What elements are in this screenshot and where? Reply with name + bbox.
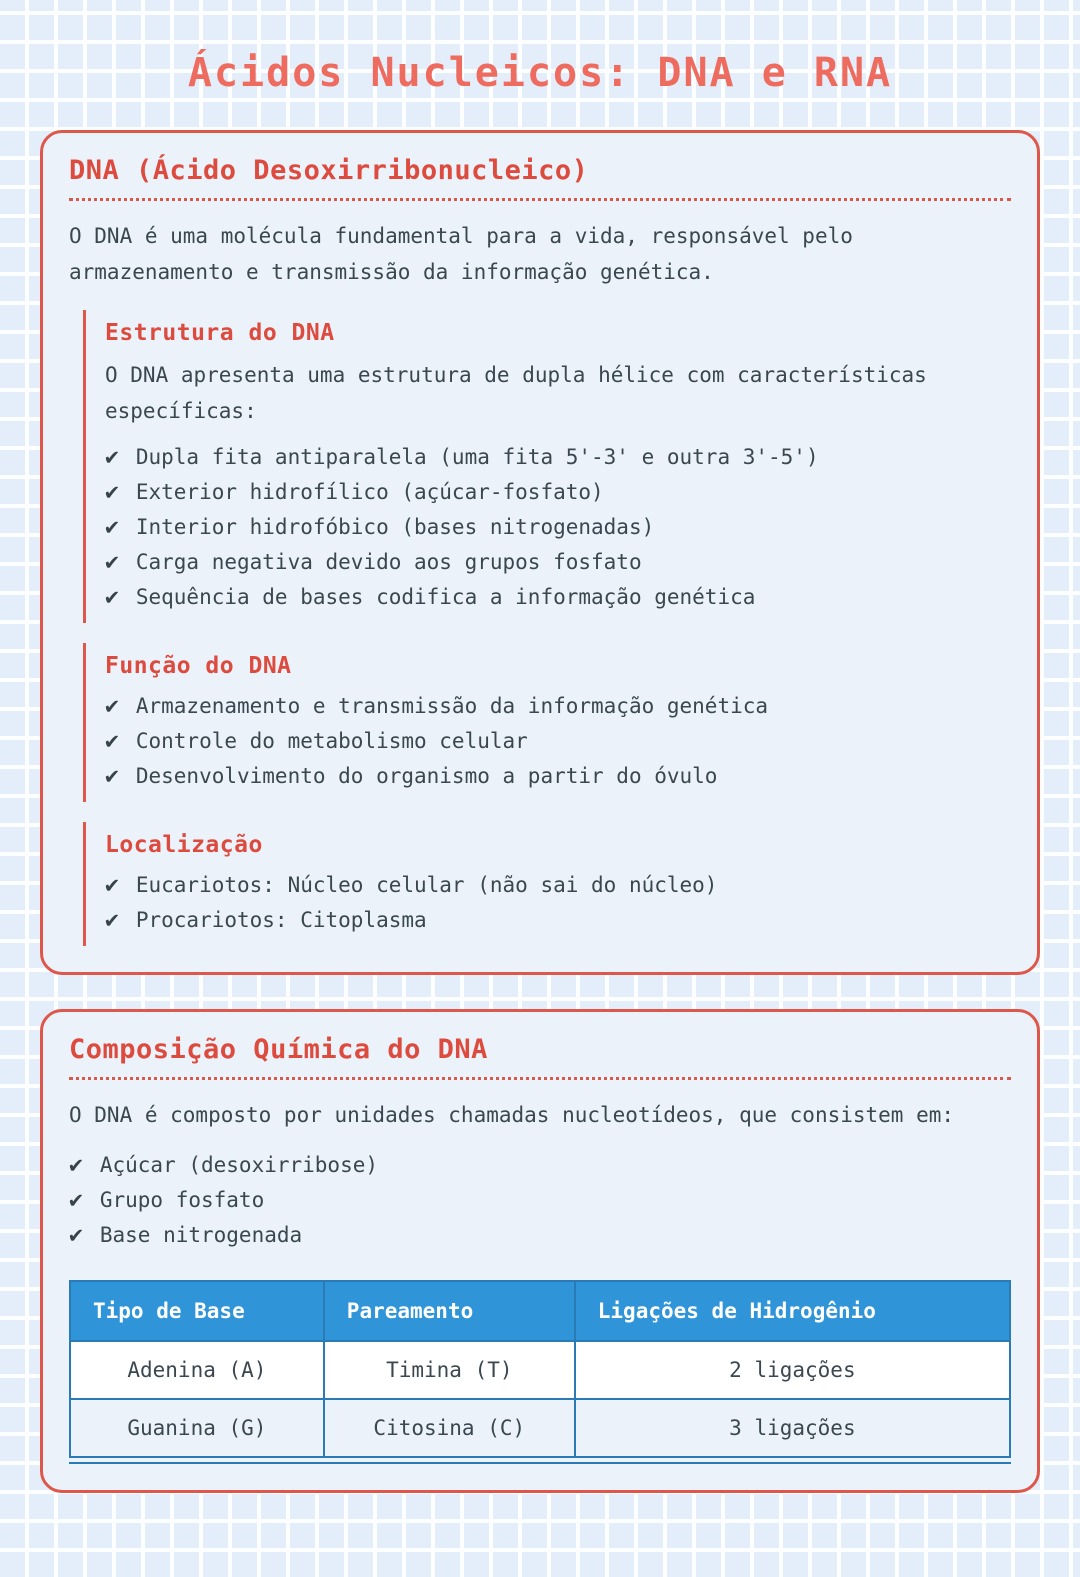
check-icon: ✔ bbox=[105, 693, 119, 720]
check-icon: ✔ bbox=[105, 444, 119, 471]
composicao-list bbox=[69, 1147, 1011, 1252]
list-item-text: Grupo fosfato bbox=[99, 1187, 265, 1212]
list-item bbox=[105, 759, 1011, 794]
subsection-estrutura bbox=[83, 310, 1011, 622]
list-item bbox=[105, 475, 1011, 510]
table-header-cell: Pareamento bbox=[324, 1281, 575, 1341]
list-item bbox=[69, 1217, 1011, 1252]
table-header-row bbox=[70, 1281, 1010, 1341]
card-dna bbox=[40, 130, 1040, 975]
page-title: Ácidos Nucleicos: DNA e RNA bbox=[187, 50, 893, 96]
list-item-text: Interior hidrofóbico (bases nitrogenadas) bbox=[135, 515, 655, 540]
list-item bbox=[105, 689, 1011, 724]
table-cell-pareamento: Timina (T) bbox=[324, 1341, 575, 1399]
table-cell-base: Guanina (G) bbox=[70, 1399, 324, 1457]
table-cell-ligacoes: 3 ligações bbox=[575, 1399, 1010, 1457]
list-item bbox=[105, 510, 1011, 545]
table-header-cell: Ligações de Hidrogênio bbox=[575, 1281, 1010, 1341]
funcao-list bbox=[105, 689, 1011, 794]
card-composicao-heading: Composição Química do DNA bbox=[69, 1034, 1011, 1080]
card-dna-heading: DNA (Ácido Desoxirribonucleico) bbox=[69, 155, 1011, 201]
check-icon: ✔ bbox=[105, 907, 119, 934]
list-item bbox=[105, 545, 1011, 580]
check-icon: ✔ bbox=[69, 1151, 83, 1178]
card-dna-intro: O DNA é uma molécula fundamental para a vida, responsável pelo armazenamento e transmissão da informação genética. bbox=[69, 224, 853, 284]
list-item bbox=[105, 868, 1011, 903]
estrutura-list bbox=[105, 440, 1011, 615]
card-composicao bbox=[40, 1009, 1040, 1494]
table-row bbox=[70, 1399, 1010, 1457]
base-pairing-table bbox=[69, 1280, 1011, 1458]
list-item bbox=[105, 903, 1011, 938]
check-icon: ✔ bbox=[69, 1221, 83, 1248]
list-item-text: Procariotos: Citoplasma bbox=[135, 908, 427, 933]
card-composicao-intro: O DNA é composto por unidades chamadas nucleotídeos, que consistem em: bbox=[69, 1102, 955, 1127]
list-item bbox=[105, 580, 1011, 615]
list-item bbox=[105, 724, 1011, 759]
list-item-text: Sequência de bases codifica a informação genética bbox=[135, 585, 756, 610]
localizacao-list bbox=[105, 868, 1011, 938]
check-icon: ✔ bbox=[105, 584, 119, 611]
table-cell-base: Adenina (A) bbox=[70, 1341, 324, 1399]
table-header-cell: Tipo de Base bbox=[70, 1281, 324, 1341]
table-cell-ligacoes: 2 ligações bbox=[575, 1341, 1010, 1399]
table-body bbox=[70, 1341, 1010, 1457]
subsection-estrutura-heading: Estrutura do DNA bbox=[105, 320, 335, 347]
subsection-funcao bbox=[83, 643, 1011, 802]
list-item-text: Armazenamento e transmissão da informação genética bbox=[135, 694, 769, 719]
list-item-text: Dupla fita antiparalela (uma fita 5'-3' e outra 3'-5') bbox=[135, 445, 819, 470]
check-icon: ✔ bbox=[105, 763, 119, 790]
list-item bbox=[69, 1182, 1011, 1217]
check-icon: ✔ bbox=[105, 728, 119, 755]
subsection-localizacao-heading: Localização bbox=[105, 831, 263, 858]
list-item bbox=[69, 1147, 1011, 1182]
table-row bbox=[70, 1341, 1010, 1399]
check-icon: ✔ bbox=[105, 479, 119, 506]
list-item-text: Açúcar (desoxirribose) bbox=[99, 1152, 379, 1177]
list-item-text: Base nitrogenada bbox=[99, 1222, 303, 1247]
check-icon: ✔ bbox=[105, 872, 119, 899]
list-item-text: Desenvolvimento do organismo a partir do óvulo bbox=[135, 764, 718, 789]
subsection-estrutura-intro: O DNA apresenta uma estrutura de dupla hélice com características específicas: bbox=[105, 363, 927, 424]
check-icon: ✔ bbox=[105, 514, 119, 541]
list-item bbox=[105, 440, 1011, 475]
check-icon: ✔ bbox=[69, 1186, 83, 1213]
subsection-funcao-heading: Função do DNA bbox=[105, 652, 292, 679]
list-item-text: Exterior hidrofílico (açúcar-fosfato) bbox=[135, 480, 604, 505]
list-item-text: Eucariotos: Núcleo celular (não sai do núcleo) bbox=[135, 873, 718, 898]
list-item-text: Carga negativa devido aos grupos fosfato bbox=[135, 550, 642, 575]
subsection-localizacao bbox=[83, 822, 1011, 946]
check-icon: ✔ bbox=[105, 549, 119, 576]
pairing-table-wrapper bbox=[69, 1280, 1011, 1464]
list-item-text: Controle do metabolismo celular bbox=[135, 729, 528, 754]
table-cell-pareamento: Citosina (C) bbox=[324, 1399, 575, 1457]
